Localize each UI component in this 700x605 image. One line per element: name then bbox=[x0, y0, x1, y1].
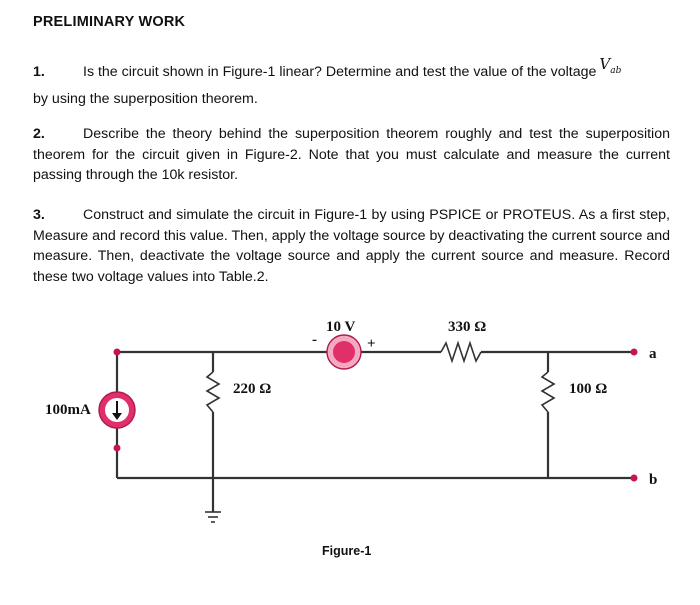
node-dots bbox=[114, 349, 638, 482]
resistor-220 bbox=[207, 372, 219, 412]
question-number: 3. bbox=[33, 207, 45, 223]
label-220: 220 Ω bbox=[233, 381, 272, 397]
figure-caption: Figure-1 bbox=[322, 544, 372, 558]
label-10v: 10 V bbox=[326, 319, 356, 335]
question-text: Describe the theory behind the superposition theorem roughly and test the superposition theorem for the circuit given in Figure-2. Note that you must calculate and measure the current passing through the 10k resistor. bbox=[33, 126, 670, 184]
resistor-330 bbox=[441, 343, 481, 361]
label-100ma: 100mA bbox=[45, 402, 91, 418]
label-100: 100 Ω bbox=[569, 381, 608, 397]
label-330: 330 Ω bbox=[448, 319, 487, 335]
section-heading: PRELIMINARY WORK bbox=[33, 14, 186, 30]
question-number: 1. bbox=[33, 64, 45, 80]
voltage-source bbox=[327, 335, 361, 369]
wires bbox=[117, 352, 634, 512]
terminal-a: a bbox=[649, 346, 657, 362]
resistor-100 bbox=[542, 372, 554, 412]
vab-symbol: $V_{ab}$ bbox=[599, 55, 622, 76]
ground-icon bbox=[205, 512, 221, 522]
terminal-b: b bbox=[649, 472, 658, 488]
current-source bbox=[99, 392, 135, 428]
question-number: 2. bbox=[33, 126, 45, 142]
question-text-continued: by using the superposition theorem. bbox=[33, 90, 258, 107]
question-text: Is the circuit shown in Figure-1 linear? Determine and test the value of the voltage bbox=[83, 64, 597, 80]
label-plus: + bbox=[367, 336, 376, 352]
question-text: Construct and simulate the circuit in Figure-1 by using PSPICE or PROTEUS. As a first step, Measure and record this value. Then, apply the voltage source by deactivating the current source and measure. Then, deactivate the voltage source and apply the current source and measure. Record these two voltage values into Table.2. bbox=[33, 207, 670, 286]
label-minus: - bbox=[312, 332, 317, 348]
